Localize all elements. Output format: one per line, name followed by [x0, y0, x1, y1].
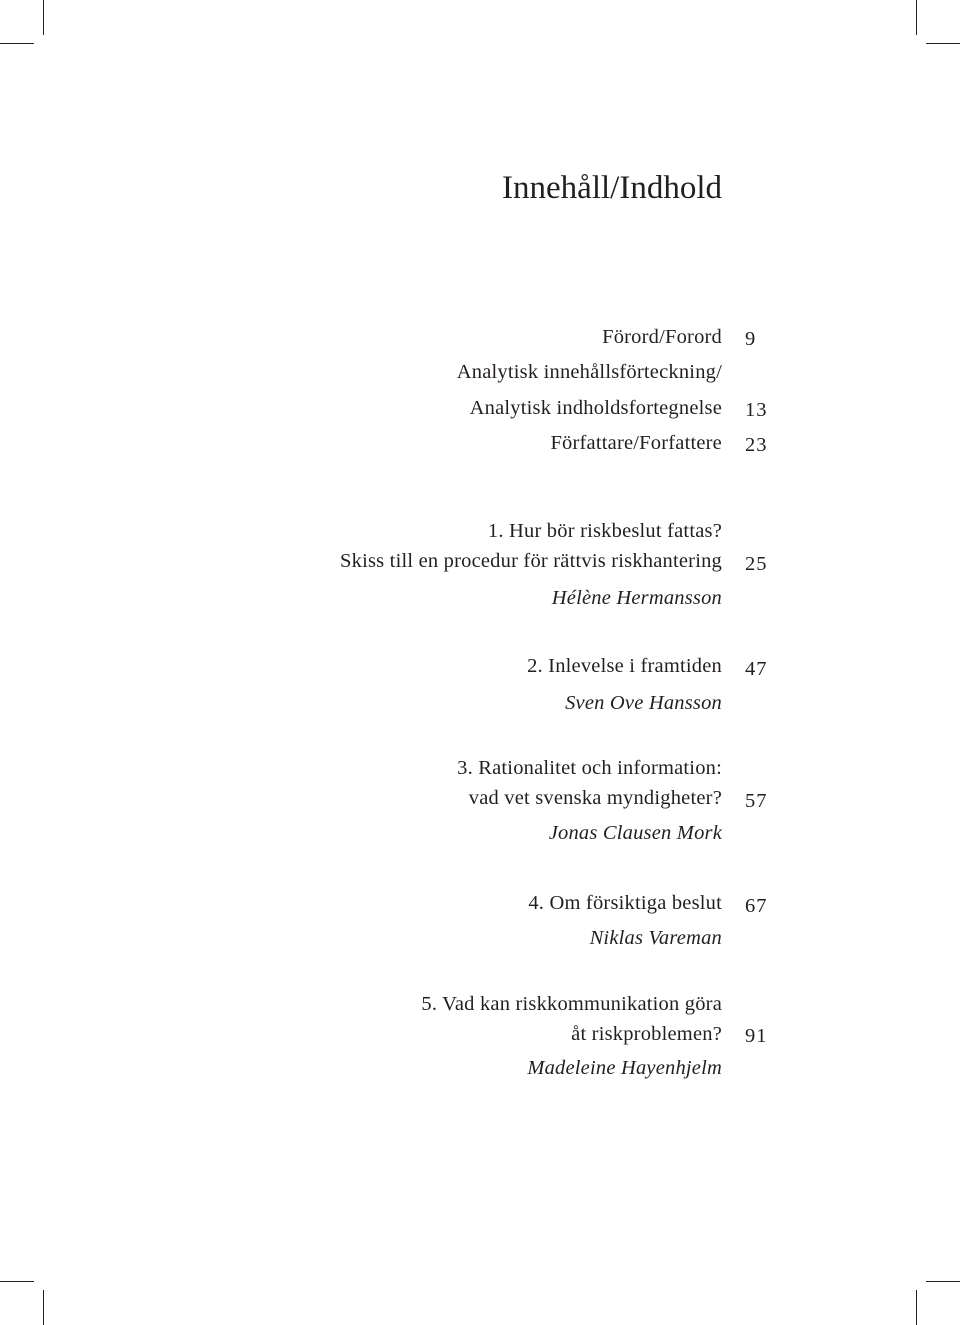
toc-entry-analytic-toc-line-2[interactable]: Analytisk indholdsfortegnelse	[469, 397, 722, 419]
toc-chapter-5-page: 91	[745, 1025, 768, 1047]
toc-chapter-3-page: 57	[745, 790, 768, 812]
toc-chapter-1-author: Hélène Hermansson	[551, 587, 722, 609]
page-title: Innehåll/Indhold	[502, 170, 722, 206]
toc-chapter-5-title-line-1[interactable]: 5. Vad kan riskkommunikation göra	[421, 993, 722, 1015]
crop-mark-bottom-left-vertical	[43, 1290, 44, 1325]
toc-chapter-1-page: 25	[745, 553, 768, 575]
crop-mark-bottom-left-horizontal	[0, 1281, 34, 1282]
toc-page-analytic-toc: 13	[745, 399, 768, 421]
toc-chapter-4-page: 67	[745, 895, 768, 917]
crop-mark-top-right-vertical	[916, 0, 917, 35]
toc-chapter-3-author: Jonas Clausen Mork	[548, 822, 722, 844]
toc-chapter-4-author: Niklas Vareman	[589, 927, 722, 949]
toc-chapter-2-author: Sven Ove Hansson	[565, 692, 722, 714]
crop-mark-top-right-horizontal	[926, 43, 960, 44]
crop-mark-bottom-right-horizontal	[926, 1281, 960, 1282]
toc-entry-analytic-toc-line-1[interactable]: Analytisk innehållsförteckning/	[456, 361, 722, 383]
toc-page-authors: 23	[745, 434, 768, 456]
toc-chapter-5-title-line-2[interactable]: åt riskproblemen?	[571, 1023, 722, 1045]
toc-page-foreword: 9	[745, 328, 757, 350]
toc-chapter-3-title-line-2[interactable]: vad vet svenska myndigheter?	[468, 787, 722, 809]
toc-chapter-1-title-line-1[interactable]: 1. Hur bör riskbeslut fattas?	[487, 520, 722, 542]
toc-chapter-3-title-line-1[interactable]: 3. Rationalitet och information:	[457, 757, 722, 779]
toc-entry-authors[interactable]: Författare/Forfattere	[550, 432, 722, 454]
toc-entry-foreword[interactable]: Förord/Forord	[602, 326, 722, 348]
toc-chapter-2-title[interactable]: 2. Inlevelse i framtiden	[527, 655, 722, 677]
toc-chapter-4-title[interactable]: 4. Om försiktiga beslut	[528, 892, 722, 914]
crop-mark-bottom-right-vertical	[916, 1290, 917, 1325]
toc-chapter-5-author: Madeleine Hayenhjelm	[527, 1057, 722, 1079]
crop-mark-top-left-horizontal	[0, 43, 34, 44]
crop-mark-top-left-vertical	[43, 0, 44, 35]
toc-chapter-1-title-line-2[interactable]: Skiss till en procedur för rättvis riskhantering	[340, 550, 722, 572]
toc-chapter-2-page: 47	[745, 658, 768, 680]
